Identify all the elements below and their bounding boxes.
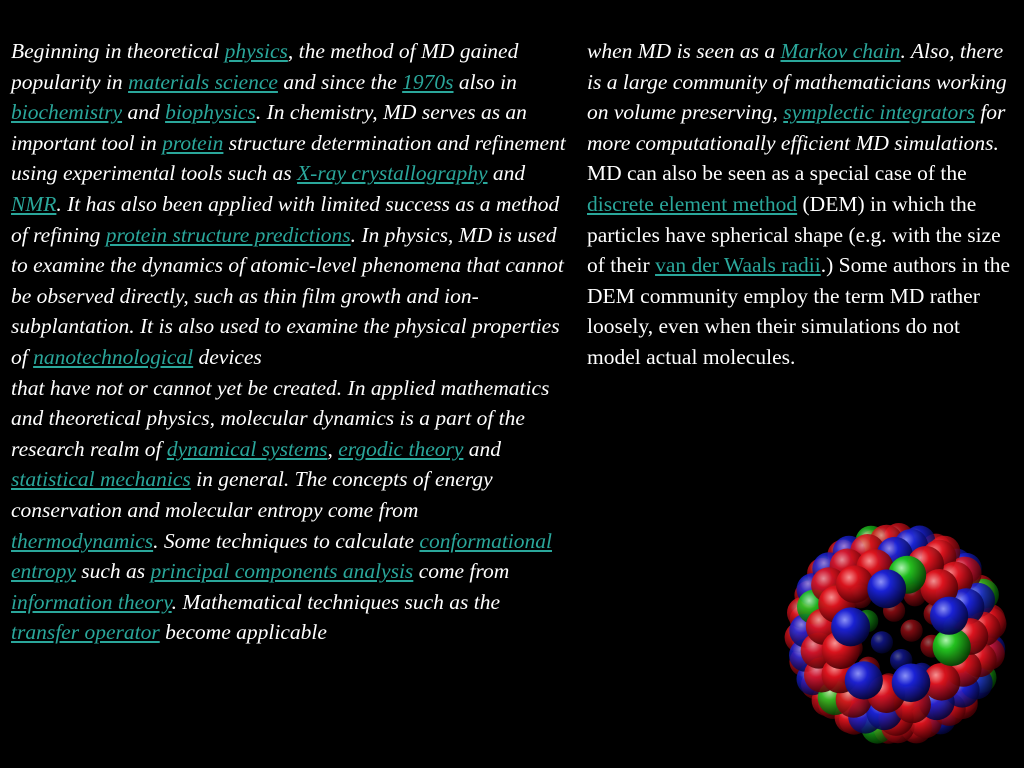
text-segment: structure determination and refinement using experimental tools such as [11,130,566,186]
text-segment: MD can also be seen as a special case of the [587,161,967,186]
atom [901,620,923,642]
link-protein[interactable]: protein [162,130,224,155]
text-segment: devices [193,344,262,369]
text-segment: for more computationally efficient MD simulations. [587,100,1006,155]
text-segment: , [327,436,339,461]
link-protein-structure-predictions[interactable]: protein structure predictions [105,222,351,247]
right-paragraph-2 [587,158,1012,372]
text-segment: Beginning in theoretical [11,39,225,63]
text-segment: . In chemistry, MD serves as an important tool in [11,100,527,155]
text-segment: . In physics, MD is used to examine the dynamics of atomic-level phenomena that cannot be observed directly, such as thin film growth and ion-subplantation. It is also used to examine the physical properties of [11,222,564,369]
link-nmr[interactable]: NMR [11,191,57,216]
link-conformational-entropy[interactable]: conformational entropy [11,528,553,584]
text-segment: become applicable [159,620,327,645]
link-discrete-element-method[interactable]: discrete element method [587,191,798,216]
text-segment: . Mathematical techniques such as the [171,589,501,614]
link-symplectic-integrators[interactable]: symplectic integrators [783,100,975,125]
text-segment: , the method of MD gained popularity in [11,39,519,94]
text-segment: that have not or cannot yet be created. In applied mathematics and theoretical physics, molecular dynamics is a part of the research realm of [11,375,550,461]
fullerene-molecule-icon [782,516,1010,752]
link-dynamical-systems[interactable]: dynamical systems [166,436,328,461]
link-nanotechnological[interactable]: nanotechnological [33,344,194,369]
right-text-column [587,36,1012,373]
atom [892,664,931,703]
text-segment: and since the [277,69,403,94]
link-information-theory[interactable]: information theory [11,589,172,614]
text-segment: also in [453,69,517,94]
link-transfer-operator[interactable]: transfer operator [11,620,160,645]
link-biophysics[interactable]: biophysics [165,100,256,125]
link-principal-components-analysis[interactable]: principal components analysis [150,559,414,584]
text-segment: . It has also been applied with limited success as a method of refining [11,191,560,247]
link-biochemistry[interactable]: biochemistry [11,100,123,125]
atom [871,631,893,653]
text-segment: in general. The concepts of energy conservation and molecular entropy come from [11,467,493,522]
link-physics[interactable]: physics [224,39,288,63]
link-markov-chain[interactable]: Markov chain [780,39,901,63]
text-segment: come from [413,559,510,584]
text-segment: .) Some authors in the DEM community employ the term MD rather loosely, even when their simulations do not model actual molecules. [587,253,1010,369]
text-segment: and [463,436,502,461]
left-text-column [11,36,571,648]
text-segment: (DEM) in which the particles have spherical shape (e.g. with the size of their [587,191,1001,278]
atom [867,569,906,608]
link-materials-science[interactable]: materials science [128,69,278,94]
text-segment: when MD is seen as a [587,39,781,63]
atom [831,607,870,646]
link-statistical-mechanics[interactable]: statistical mechanics [11,467,191,492]
text-segment: such as [75,559,151,584]
link-thermodynamics[interactable]: thermodynamics [11,528,154,553]
atom [930,597,968,635]
right-paragraph-1 [587,36,1012,158]
text-segment: . Also, there is a large community of mathematicians working on volume preserving, [587,39,1007,125]
text-segment: and [487,161,526,186]
atom [845,661,883,699]
text-segment: and [122,100,166,125]
text-segment: . Some techniques to calculate [153,528,420,553]
link-ergodic-theory[interactable]: ergodic theory [338,436,464,461]
link-x-ray-crystallography[interactable]: X-ray crystallography [297,161,488,186]
link-1970s[interactable]: 1970s [402,69,454,94]
link-van-der-waals-radii[interactable]: van der Waals radii [655,253,821,278]
